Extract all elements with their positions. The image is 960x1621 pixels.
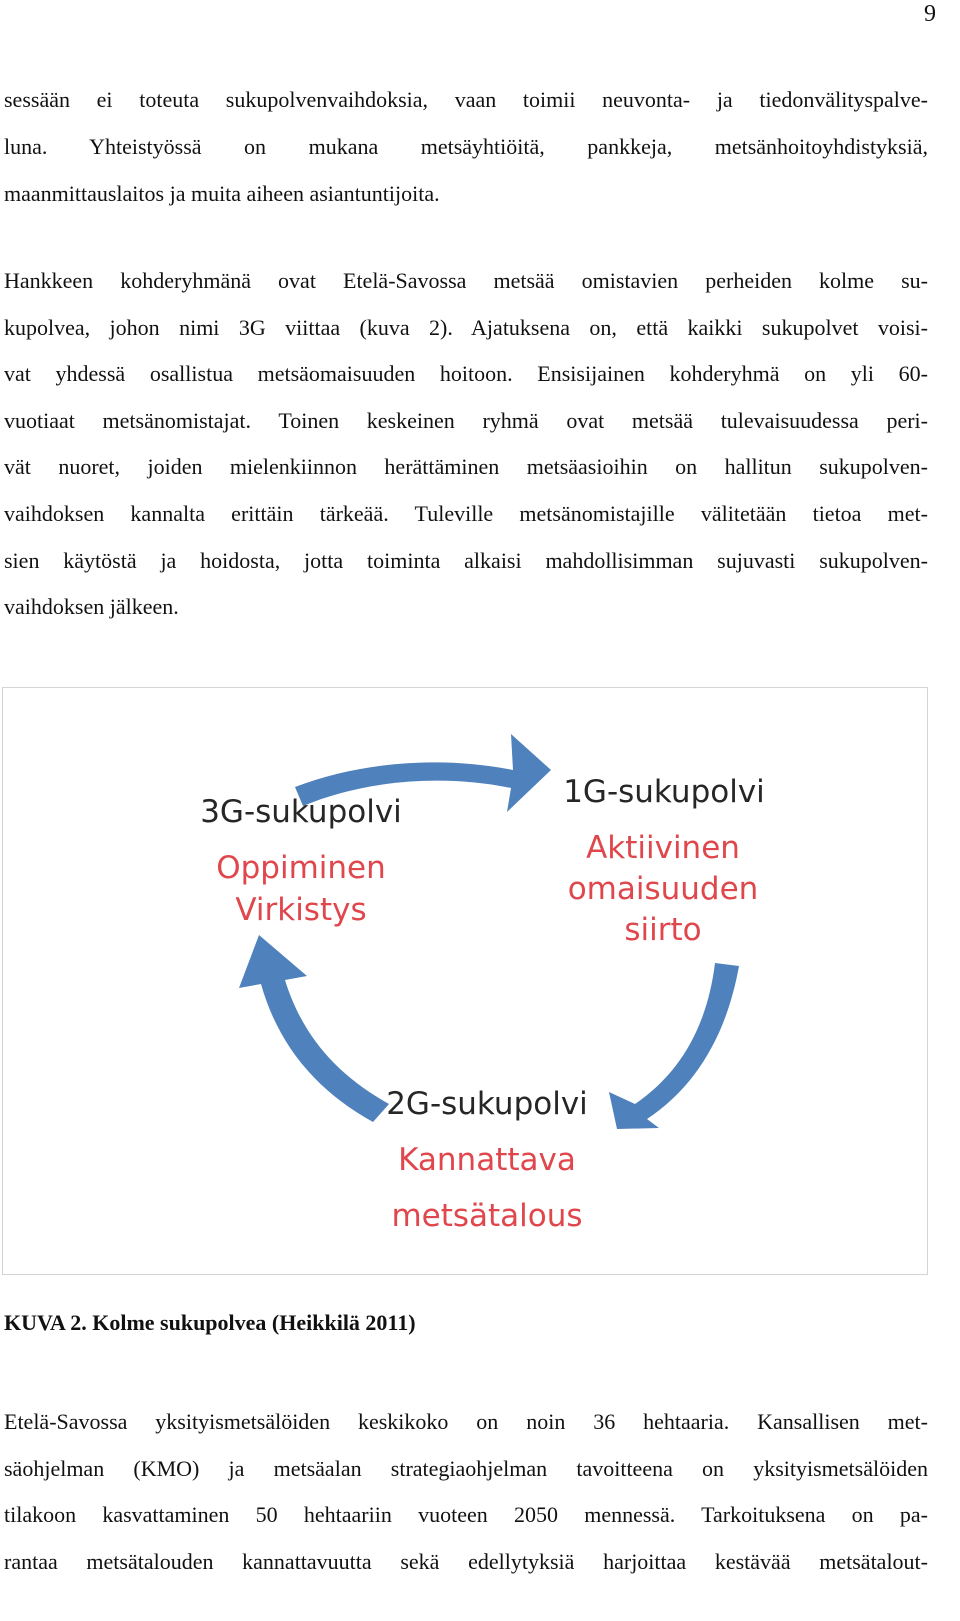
text-line: säohjelman (KMO) ja metsäalan strategiaohjelman tavoitteena on yksityismetsälöiden [4,1455,928,1481]
page-number: 9 [924,1,936,27]
node-3g-heading: 3G-sukupolvi [200,794,402,830]
text-line: luna. Yhteistyössä on mukana metsäyhtiöitä, pankkeja, metsänhoitoyhdistyksiä, [4,134,928,159]
text-line: kupolvea, johon nimi 3G viittaa (kuva 2). Ajatuksena on, että kaikki sukupolvet voisi- [4,314,928,340]
figure-generations-cycle [2,687,928,1275]
text-line: vaihdoksen kannalta erittäin tärkeää. Tuleville metsänomistajille välitetään tietoa met- [4,500,928,526]
text-line: vaihdoksen jälkeen. [4,594,179,620]
node-3g-line: Oppiminen [216,850,386,886]
paragraph-2 [4,258,928,631]
node-2g-line: Kannattava [398,1142,576,1178]
paragraph-3 [4,1399,928,1585]
node-1g-heading: 1G-sukupolvi [563,774,765,810]
text-line: vuotiaat metsänomistajat. Toinen keskeinen ryhmä ovat metsää tulevaisuudessa peri- [4,407,928,433]
text-line: rantaa metsätalouden kannattavuutta sekä edellytyksiä harjoittaa kestävää metsätalout- [4,1548,928,1574]
figure-caption: KUVA 2. Kolme sukupolvea (Heikkilä 2011) [4,1310,416,1335]
arrow-1g-to-2g [609,963,739,1129]
arrow-2g-to-3g [239,935,389,1122]
node-2g-heading: 2G-sukupolvi [386,1086,588,1122]
paragraph-1 [4,76,928,217]
text-line: tilakoon kasvattaminen 50 hehtaariin vuoteen 2050 mennessä. Tarkoituksena on pa- [4,1502,928,1527]
text-line: maanmittauslaitos ja muita aiheen asiantuntijoita. [4,181,440,206]
text-line: vat yhdessä osallistua metsäomaisuuden hoitoon. Ensisijainen kohderyhmä on yli 60- [4,361,928,387]
text-line: vät nuoret, joiden mielenkiinnon herättäminen metsäasioihin on hallitun sukupolven- [4,454,928,480]
text-line: Hankkeen kohderyhmänä ovat Etelä-Savossa metsää omistavien perheiden kolme su- [4,268,928,293]
node-1g-line: Aktiivinen [586,830,740,866]
node-1g-line: omaisuuden [567,871,759,907]
text-line: Etelä-Savossa yksityismetsälöiden keskikoko on noin 36 hehtaaria. Kansallisen met- [4,1409,928,1434]
text-line: sien käytöstä ja hoidosta, jotta toiminta alkaisi mahdollisimman sujuvasti sukupolven- [4,547,928,573]
node-3g-line: Virkistys [235,892,367,928]
cycle-diagram [3,688,927,1274]
text-line: sessään ei toteuta sukupolvenvaihdoksia, vaan toimii neuvonta- ja tiedonvälityspalve- [4,87,928,112]
node-2g-line: metsätalous [391,1198,583,1234]
node-1g-line: siirto [624,912,702,948]
